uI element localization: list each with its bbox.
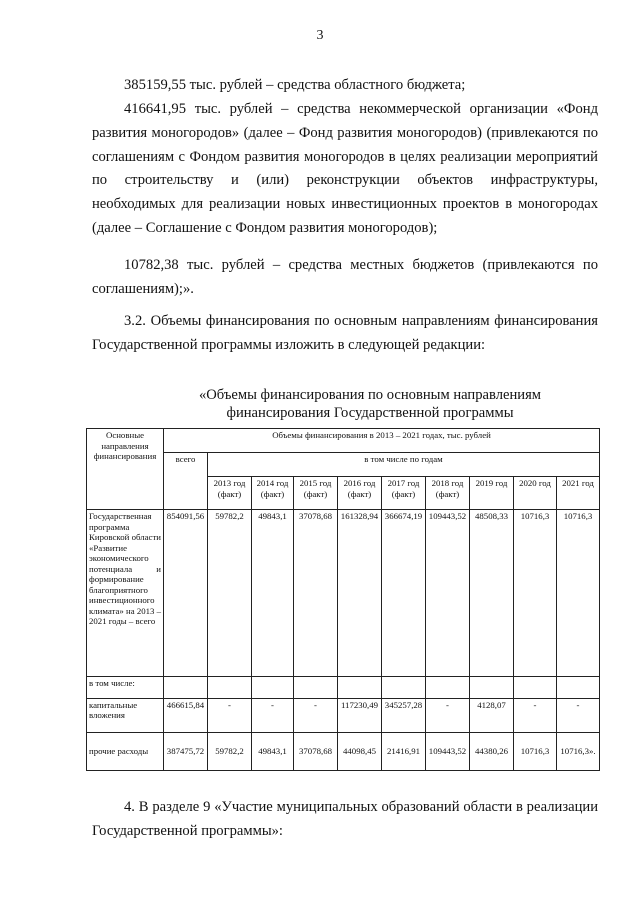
- cell-value: -: [208, 698, 252, 732]
- cell-value: 59782,2: [208, 510, 252, 676]
- cell-value: 49843,1: [252, 732, 294, 770]
- header-total: всего: [164, 453, 208, 510]
- cell-value: 10716,3: [514, 732, 557, 770]
- header-year: 2014 год (факт): [252, 477, 294, 510]
- paragraph-section-4: 4. В разделе 9 «Участие муниципальных образований области в реализации Государственной программы»:: [92, 799, 598, 839]
- table-row: [87, 698, 600, 732]
- table-row: [87, 676, 600, 698]
- row-label: в том числе:: [87, 676, 164, 698]
- cell-value: -: [514, 698, 557, 732]
- cell-value: 44380,26: [470, 732, 514, 770]
- header-year: 2015 год (факт): [294, 477, 338, 510]
- cell-value: 109443,52: [426, 510, 470, 676]
- page-number: 3: [316, 28, 324, 43]
- cell-value: 10716,3: [557, 510, 600, 676]
- cell-value: 37078,68: [294, 510, 338, 676]
- cell-value: 37078,68: [294, 732, 338, 770]
- header-volumes: Объемы финансирования в 2013 – 2021 годах, тыс. рублей: [164, 429, 600, 453]
- header-year: 2016 год (факт): [338, 477, 382, 510]
- row-label: прочие расходы: [87, 732, 164, 770]
- cell-value: 10716,3».: [557, 732, 600, 770]
- cell-total: 387475,72: [164, 732, 208, 770]
- table-row: [87, 510, 600, 676]
- cell-value: 21416,91: [382, 732, 426, 770]
- paragraph-monotowns-fund: 416641,95 тыс. рублей – средства некоммерческой организации «Фонд развития моногородов» (далее – Фонд развития моногородов) (привлекаются по соглашениям с Фондом развития моногородов в целях реализации мероприятий по строительству и (или) реконструкции объектов инфраструктуры, необходимых для реализации новых инвестиционных проектов в моногородах (далее – Соглашение с Фондом развития моногородов);: [92, 101, 598, 236]
- table-title-line-2: финансирования Государственной программы: [226, 405, 514, 421]
- paragraph-section-3-2: 3.2. Объемы финансирования по основным направлениям финансирования Государственной программы изложить в следующей редакции:: [92, 313, 598, 353]
- cell-value: 10716,3: [514, 510, 557, 676]
- cell-value: 109443,52: [426, 732, 470, 770]
- header-year: 2019 год: [470, 477, 514, 510]
- header-by-years: в том числе по годам: [208, 453, 600, 477]
- paragraph-regional-budget: 385159,55 тыс. рублей – средства областного бюджета;: [124, 77, 466, 93]
- header-year: 2013 год (факт): [208, 477, 252, 510]
- cell-value: 345257,28: [382, 698, 426, 732]
- table-title: [140, 386, 600, 422]
- paragraph-local-budgets: 10782,38 тыс. рублей – средства местных бюджетов (привлекаются по соглашениям);».: [92, 257, 598, 297]
- header-year: 2017 год (факт): [382, 477, 426, 510]
- cell-value: -: [252, 698, 294, 732]
- cell-value: 117230,49: [338, 698, 382, 732]
- header-year: 2021 год: [557, 477, 600, 510]
- cell-value: 59782,2: [208, 732, 252, 770]
- header-year: 2018 год (факт): [426, 477, 470, 510]
- financing-table: [86, 428, 600, 771]
- row-label: Государственная программа Кировской области «Развитие экономического потенциала и формирование благоприятного инвестиционного климата» на 2013 – 2021 годы – всего: [87, 510, 164, 676]
- cell-value: 161328,94: [338, 510, 382, 676]
- cell-value: -: [557, 698, 600, 732]
- cell-value: 44098,45: [338, 732, 382, 770]
- cell-total: 854091,56: [164, 510, 208, 676]
- table-title-line-1: «Объемы финансирования по основным направлениям: [198, 387, 542, 403]
- cell-value: 366674,19: [382, 510, 426, 676]
- cell-value: 48508,33: [470, 510, 514, 676]
- header-year: 2020 год: [514, 477, 557, 510]
- row-label: капитальные вложения: [87, 698, 164, 732]
- cell-total: 466615,84: [164, 698, 208, 732]
- cell-value: -: [426, 698, 470, 732]
- header-directions: Основные направления финансирования: [87, 429, 164, 510]
- cell-value: 4128,07: [470, 698, 514, 732]
- table-row: [87, 732, 600, 770]
- cell-value: 49843,1: [252, 510, 294, 676]
- cell-value: -: [294, 698, 338, 732]
